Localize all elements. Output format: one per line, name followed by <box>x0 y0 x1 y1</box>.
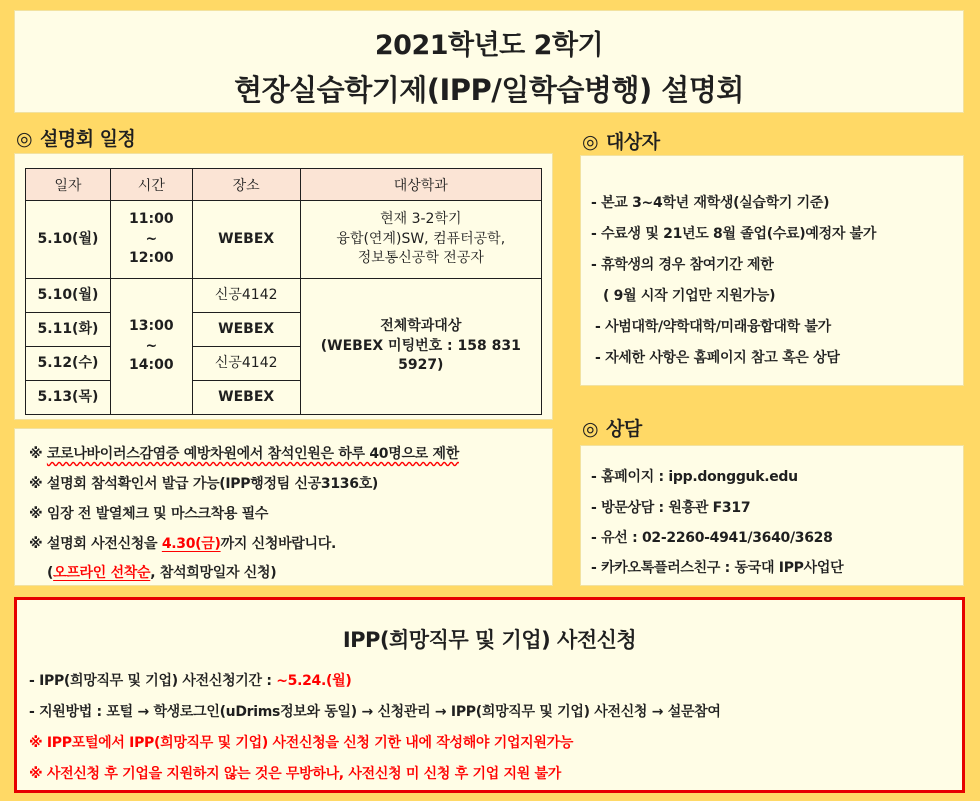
double-circle-icon: ◎ <box>15 128 33 150</box>
column-header: 대상학과 <box>300 169 541 201</box>
date-cell: 5.10(월) <box>26 201 111 279</box>
note-line <box>29 473 378 493</box>
double-circle-icon: ◎ <box>581 418 599 440</box>
note-line <box>29 533 336 553</box>
time-start: 13:00 <box>129 318 174 335</box>
time-separator: ~ <box>145 337 158 354</box>
note-text: 코로나바이러스감염증 예방차원에서 참석인원은 하루 40명으로 제한 <box>46 446 459 462</box>
consult-item: - 유선 : 02-2260-4941/3640/3628 <box>591 530 833 546</box>
note-text: 까지 신청바랍니다. <box>220 536 336 552</box>
pre-application-title: IPP(희망직무 및 기업) 사전신청 <box>342 628 637 652</box>
note-mark: ※ <box>29 476 43 492</box>
schedule-table <box>25 168 542 415</box>
title-line2: 현장실습학기제(IPP/일학습병행) 설명회 <box>234 73 744 107</box>
column-header: 일자 <box>26 169 111 201</box>
apply-period-label: - IPP(희망직무 및 기업) 사전신청기간 : <box>29 673 277 689</box>
target-item: ( 9월 시작 기업만 지원가능) <box>603 288 776 304</box>
target-box <box>580 155 964 386</box>
place-cell: 신공4142 <box>192 279 300 313</box>
target-heading-label: 대상자 <box>606 131 660 153</box>
time-cell <box>110 201 192 279</box>
target-line: 정보통신공학 전공자 <box>357 250 484 267</box>
note-line <box>29 443 459 463</box>
offline-first-come: 오프라인 선착순 <box>53 565 151 581</box>
target-line: 5927) <box>398 357 444 374</box>
date-cell: 5.10(월) <box>26 279 111 313</box>
schedule-heading-label: 설명회 일정 <box>40 128 136 150</box>
apply-deadline: ~5.24.(월) <box>276 673 352 689</box>
place-cell: WEBEX <box>192 381 300 415</box>
note-mark: ※ <box>29 446 43 462</box>
table-header-row <box>26 169 542 201</box>
pre-application-box <box>14 597 965 793</box>
consult-item: - 방문상담 : 원흥관 F317 <box>591 500 751 516</box>
time-cell <box>110 279 192 415</box>
target-line: 융합(연계)SW, 컴퓨터공학, <box>336 230 506 247</box>
place-cell: WEBEX <box>192 201 300 279</box>
target-item: - 본교 3~4학년 재학생(실습학기 기준) <box>591 195 830 211</box>
double-circle-icon: ◎ <box>581 131 599 153</box>
note-text: 설명회 참석확인서 발급 가능(IPP행정팀 신공3136호) <box>46 476 379 492</box>
target-item: - 사범대학/약학대학/미래융합대학 불가 <box>595 319 831 335</box>
apply-warning: ※ IPP포털에서 IPP(희망직무 및 기업) 사전신청을 신청 기한 내에 작성해야 기업지원가능 <box>29 735 574 751</box>
note-line <box>47 562 276 582</box>
place-cell: 신공4142 <box>192 347 300 381</box>
target-item: - 수료생 및 21년도 8월 졸업(수료)예정자 불가 <box>591 226 877 242</box>
note-text: ( <box>47 565 54 581</box>
deadline-date: 4.30(금) <box>161 536 221 552</box>
note-mark: ※ <box>29 506 43 522</box>
table-row <box>26 279 542 313</box>
place-cell: WEBEX <box>192 313 300 347</box>
table-row <box>26 201 542 279</box>
time-end: 12:00 <box>129 250 174 267</box>
date-cell: 5.11(화) <box>26 313 111 347</box>
target-line: (WEBEX 미팅번호 : 158 831 <box>320 337 521 354</box>
target-cell <box>300 279 541 415</box>
consult-box <box>580 445 964 586</box>
consult-item: - 카카오톡플러스친구 : 동국대 IPP사업단 <box>591 560 844 576</box>
title-box <box>14 10 964 113</box>
apply-line: - 지원방법 : 포털 → 학생로그인(uDrims정보와 동일) → 신청관리 → IPP(희망직무 및 기업) 사전신청 → 설문참여 <box>29 704 721 720</box>
column-header: 시간 <box>110 169 192 201</box>
schedule-heading <box>14 124 135 151</box>
date-cell: 5.12(수) <box>26 347 111 381</box>
consult-heading <box>580 414 642 441</box>
consult-item: - 홈페이지 : ipp.dongguk.edu <box>591 469 798 485</box>
time-start: 11:00 <box>129 211 174 228</box>
target-line: 현재 3-2학기 <box>380 211 462 228</box>
time-end: 14:00 <box>129 357 174 374</box>
date-cell: 5.13(목) <box>26 381 111 415</box>
notes-box <box>14 428 553 586</box>
note-mark: ※ <box>29 536 43 552</box>
note-text: , 참석희망일자 신청) <box>150 565 277 581</box>
column-header: 장소 <box>192 169 300 201</box>
apply-line <box>29 670 351 690</box>
title-line1: 2021학년도 2학기 <box>374 30 604 61</box>
target-item: - 자세한 사항은 홈페이지 참고 혹은 상담 <box>595 350 840 366</box>
note-text: 임장 전 발열체크 및 마스크착용 필수 <box>46 506 269 522</box>
target-line: 전체학과대상 <box>380 318 462 335</box>
consult-heading-label: 상담 <box>606 418 642 440</box>
apply-warning: ※ 사전신청 후 기업을 지원하지 않는 것은 무방하나, 사전신청 미 신청 후 기업 지원 불가 <box>29 766 561 782</box>
target-cell <box>300 201 541 279</box>
note-text: 설명회 사전신청을 <box>46 536 162 552</box>
time-separator: ~ <box>145 230 158 247</box>
note-line <box>29 503 268 523</box>
schedule-box <box>14 153 553 420</box>
target-heading <box>580 127 660 154</box>
target-item: - 휴학생의 경우 참여기간 제한 <box>591 257 774 273</box>
